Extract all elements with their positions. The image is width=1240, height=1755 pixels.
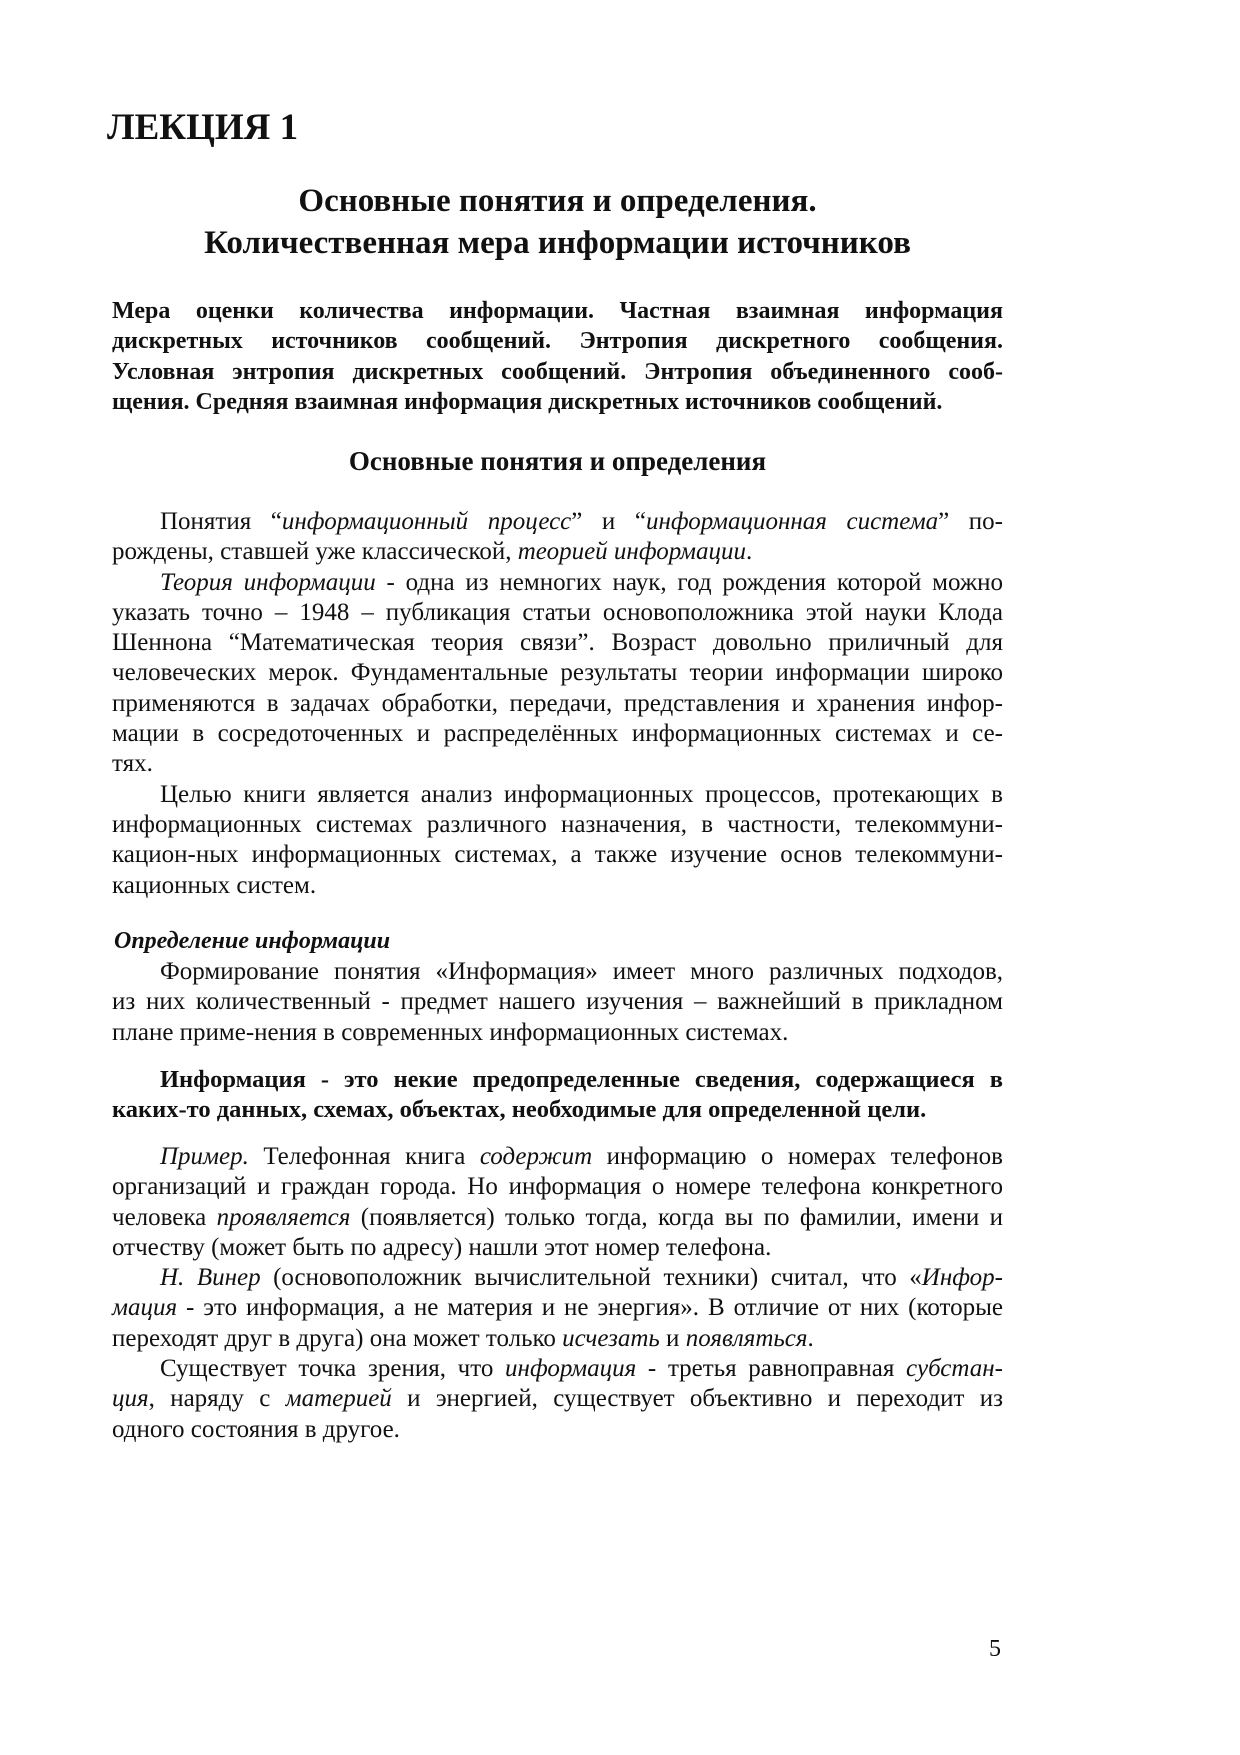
text: каких-то данных, схемах, объектах, необходимые для определенной цели. (112, 1096, 927, 1124)
text-line (112, 568, 1003, 598)
text: ” и “ (571, 508, 646, 535)
italic-text: проявляется (216, 1203, 351, 1231)
italic-text: информационная система (645, 508, 939, 535)
text: Информация - это некие предопределенные сведения, содержащиеся в (160, 1066, 1003, 1093)
intro-paragraphs (112, 507, 1003, 901)
text-line (112, 1293, 1003, 1323)
text-line (112, 628, 1003, 658)
italic-text: исчезать (562, 1324, 660, 1352)
abstract-line: Мера оценки количества информации. Частная взаимная информация (112, 298, 1003, 324)
text: указать точно – 1948 – публикация статьи основоположника этой науки Клода (112, 598, 1003, 626)
text: Понятия “ (160, 508, 282, 535)
chapter-title-line: Количественная мера информации источников (204, 225, 911, 261)
page-number: 5 (989, 1636, 1001, 1662)
text-line (112, 749, 1003, 779)
chapter-abstract (112, 296, 1003, 417)
text: одного состояния в другое. (112, 1415, 400, 1443)
text: информационных системах различного назначения, в частности, телекоммуни- (112, 810, 1003, 838)
text: и энергией, существует объективно и переходит из (391, 1385, 1003, 1413)
text-line (112, 507, 1003, 537)
section-heading: Основные понятия и определения (348, 446, 767, 476)
italic-text: Теория информации (160, 568, 376, 596)
italic-text: Инфор- (921, 1264, 1003, 1292)
text: мации в сосредоточенных и распределённых информационных системах и се- (112, 720, 1003, 748)
text: Телефонная книга (248, 1143, 480, 1170)
text: - одна из немногих наук, год рождения которой можно (375, 568, 1003, 596)
text: информацию о номерах телефонов (592, 1143, 1003, 1170)
chapter-title (112, 180, 1003, 264)
text: (основоположник вычислительной техники) считал, что « (260, 1264, 922, 1292)
text: человеческих мерок. Фундаментальные результаты теории информации широко (112, 659, 1003, 687)
text: Существует точка зрения, что (160, 1355, 506, 1383)
text: . (807, 1324, 814, 1352)
definition-statement (112, 1065, 1003, 1126)
text: переходят друг в друга) она может только (112, 1324, 563, 1352)
lecture-heading: ЛЕКЦИЯ 1 (107, 107, 299, 148)
definition-paragraph (112, 957, 1003, 1048)
text: - третья равноправная (636, 1355, 907, 1383)
text: тях. (112, 750, 153, 778)
text-line (112, 871, 1003, 901)
text: . (745, 538, 753, 566)
text-line (112, 1018, 1003, 1048)
text-line (112, 1263, 1003, 1293)
text-line (112, 1324, 1003, 1354)
text-line (112, 840, 1003, 870)
text-line (112, 987, 1003, 1017)
text-line (112, 1233, 1003, 1263)
text: организаций и граждан города. Но информация о номере телефона конкретного (112, 1173, 1003, 1201)
text-line (112, 1172, 1003, 1202)
italic-text: информация (505, 1355, 637, 1383)
text: из них количественный - предмет нашего изучения – важнейший в прикладном (112, 988, 1003, 1016)
text-line (112, 1384, 1003, 1414)
examples-paragraphs (112, 1142, 1003, 1445)
text-line (112, 658, 1003, 688)
text-line (112, 537, 1003, 567)
chapter-title-line: Основные понятия и определения. (298, 183, 817, 219)
italic-text: мация (112, 1294, 178, 1322)
text: Целью книги является анализ информационных процессов, протекающих в (160, 780, 1003, 808)
italic-text: субстан- (906, 1355, 1003, 1383)
text: кационных систем. (112, 871, 317, 899)
text-line (112, 780, 1003, 810)
italic-text: Н. Винер (160, 1264, 261, 1292)
definition-heading: Определение информации (114, 928, 391, 954)
abstract-line: щения. Средняя взаимная информация дискретных источников сообщений. (112, 388, 943, 415)
text: отчеству (может быть по адресу) нашли этот номер телефона. (112, 1233, 772, 1261)
italic-text: ция (112, 1385, 149, 1413)
italic-text: появляться (685, 1324, 808, 1352)
text-line (112, 1065, 1003, 1095)
text: человека (112, 1203, 217, 1231)
text: , наряду с (148, 1385, 286, 1413)
text-line (112, 1203, 1003, 1233)
text: применяются в задачах обработки, передачи, представления и хранения инфор- (112, 689, 1003, 717)
italic-text: содержит (479, 1143, 593, 1170)
text: рождены, ставшей уже классической, (112, 538, 518, 566)
text: - это информация, а не материя и не энергия». В отличие от них (которые (177, 1294, 1003, 1322)
text-line (112, 810, 1003, 840)
text-line (112, 598, 1003, 628)
text: Шеннона “Математическая теория связи”. Возраст довольно приличный для (112, 629, 1003, 657)
text-line (112, 1415, 1003, 1445)
text-line (112, 1142, 1003, 1172)
abstract-line: Условная энтропия дискретных сообщений. Энтропия объединенного сооб- (112, 358, 1003, 385)
text-line (112, 689, 1003, 719)
italic-text: информационный процесс (281, 508, 572, 535)
text: ” по- (938, 508, 1004, 535)
text: плане приме-нения в современных информационных системах. (112, 1018, 789, 1046)
text-line (112, 1095, 1003, 1125)
text-line (112, 1354, 1003, 1384)
abstract-line: дискретных источников сообщений. Энтропия дискретного сообщения. (112, 328, 1003, 355)
text-line (112, 719, 1003, 749)
italic-text: материей (285, 1385, 392, 1413)
italic-text: Пример. (160, 1143, 249, 1170)
text-line (112, 957, 1003, 987)
text: и (659, 1324, 686, 1352)
text: Формирование понятия «Информация» имеет много различных подходов, (160, 958, 1003, 985)
italic-text: теорией информации (517, 538, 746, 566)
text: (появляется) только тогда, когда вы по фамилии, имени и (350, 1203, 1003, 1231)
text: кацион-ных информационных системах, а также изучение основ телекоммуни- (112, 841, 1003, 869)
